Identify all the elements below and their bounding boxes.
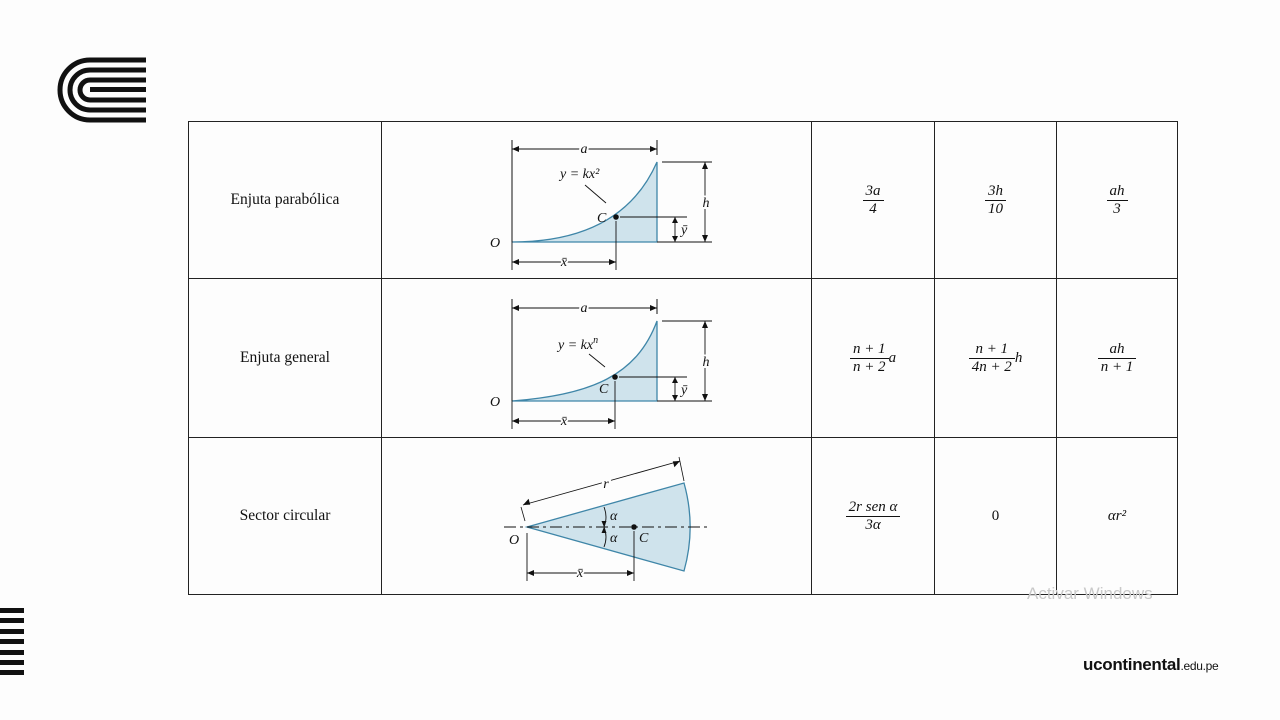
ybar-formula: $\frac{3h}{10}$	[985, 183, 1006, 218]
centroid-point	[612, 374, 618, 380]
shape-name-cell	[189, 122, 382, 279]
curve-equation: $y = kx^n$	[557, 335, 598, 353]
continental-logo	[56, 56, 148, 124]
area-cell	[1057, 279, 1178, 438]
centroid-table	[188, 121, 1178, 595]
label-h: h	[702, 355, 709, 370]
table-row	[189, 279, 1178, 438]
area-formula: αr²	[1107, 508, 1127, 524]
label-xbar: x̄	[560, 414, 567, 429]
ybar-formula: $\frac{n + 1}{4n + 2}$	[969, 341, 1015, 376]
xbar-formula: $\frac{\text{2r sen α}}{3\alpha}$	[846, 499, 901, 534]
figure-cell	[382, 438, 812, 595]
ybar-cell	[935, 122, 1057, 279]
label-a: a	[580, 301, 587, 316]
parabolic-spandrel-figure	[387, 125, 807, 275]
label-h: h	[702, 196, 709, 211]
circular-sector-figure	[387, 441, 807, 591]
label-xbar: x̄	[576, 566, 583, 581]
label-alpha-upper: α	[609, 509, 617, 524]
xbar-formula: $\frac{n + 1}{n + 2}$	[850, 341, 889, 376]
ybar-formula: 0	[991, 508, 1000, 524]
label-ybar: ȳ	[680, 223, 687, 238]
figure-cell	[382, 279, 812, 438]
table-row	[189, 438, 1178, 595]
shape-name: Enjuta general	[240, 349, 330, 366]
shape-name-cell	[189, 438, 382, 595]
label-alpha-lower: α	[609, 531, 617, 546]
decorative-stripes	[0, 608, 26, 676]
label-c: C	[596, 211, 606, 226]
centroid-point	[631, 524, 637, 530]
label-a: a	[580, 142, 587, 157]
brand-wordmark: ucontinental.edu.pe	[1083, 655, 1219, 674]
table-row	[189, 122, 1178, 279]
area-formula: $\frac{ah}{n + 1}$	[1098, 341, 1137, 376]
general-spandrel-figure	[387, 283, 807, 433]
label-origin: O	[508, 533, 519, 548]
windows-activation-watermark: Activar Windows	[1027, 584, 1153, 603]
xbar-cell	[812, 438, 935, 595]
label-xbar: x̄	[560, 255, 567, 270]
area-cell	[1057, 122, 1178, 279]
shape-name: Sector circular	[239, 507, 331, 524]
area-formula: $\frac{ah}{3}$	[1107, 183, 1128, 218]
label-origin: O	[489, 395, 500, 410]
ybar-cell	[935, 438, 1057, 595]
centroid-point	[613, 214, 619, 220]
label-c: C	[638, 531, 648, 546]
label-ybar: ȳ	[680, 383, 687, 398]
xbar-cell	[812, 122, 935, 279]
label-origin: O	[489, 236, 500, 251]
figure-cell	[382, 122, 812, 279]
curve-equation: y = kx²	[559, 167, 599, 182]
area-cell	[1057, 438, 1178, 595]
label-c: C	[598, 382, 608, 397]
xbar-formula: $\frac{3a}{4}$	[863, 183, 884, 218]
spandrel-shape	[512, 321, 657, 401]
label-r: r	[602, 477, 609, 492]
ybar-cell: $\frac{n + 1}{4n + 2}$ h	[935, 279, 1057, 438]
shape-name-cell	[189, 279, 382, 438]
shape-name: Enjuta parabólica	[230, 191, 340, 208]
xbar-cell: $\frac{n + 1}{n + 2}$ a	[812, 279, 935, 438]
